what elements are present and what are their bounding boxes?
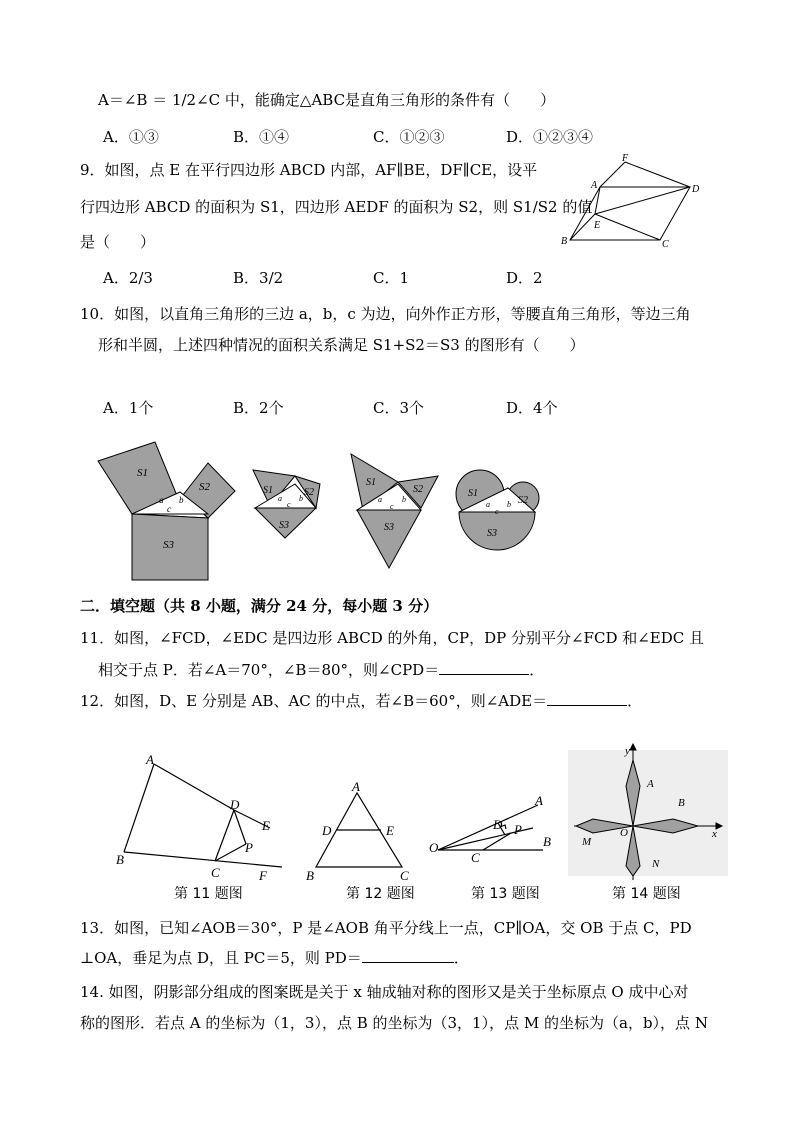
q10-line-1: 10．如图，以直角三角形的三边 a，b，c 为边，向外作正方形，等腰直角三角形，等边三角 (80, 305, 691, 323)
q14-line-1: 14. 如图，阴影部分组成的图案既是关于 x 轴成轴对称的图形又是关于坐标原点 O 成中心对 (80, 983, 689, 1001)
q12-answer-blank[interactable] (547, 691, 627, 706)
fig13-caption: 第 13 题图 (471, 886, 540, 902)
q13-end: ． (453, 949, 469, 967)
q10-fig3-b: b (402, 495, 406, 504)
fig11-label-b: B (116, 852, 124, 867)
fig11-label-c: C (211, 865, 220, 880)
q10-fig2-b: b (299, 494, 303, 503)
fig12-label-c: C (400, 868, 409, 883)
q10-fig4-s3: S3 (487, 528, 497, 539)
q11-answer-blank[interactable] (439, 660, 529, 675)
q9-option-c[interactable]: C．1 (373, 269, 410, 287)
fig13-label-b: B (543, 834, 551, 849)
q10-fig-squares (98, 442, 235, 580)
q12-end: ． (627, 692, 643, 710)
fig14-label-b: B (678, 797, 685, 809)
q9-label-d: D (692, 184, 700, 195)
q9-option-b[interactable]: B．3/2 (233, 269, 284, 287)
fig14-symmetric-pattern (568, 742, 728, 902)
fig12-caption: 第 12 题图 (346, 886, 415, 902)
fig12-label-a: A (352, 779, 360, 794)
q8-option-b[interactable]: B．①④ (233, 128, 290, 146)
q9-label-f: F (622, 153, 629, 164)
q9-options (103, 268, 663, 288)
q10-fig3-a: a (378, 495, 382, 504)
q10-options (103, 398, 663, 418)
q11-line-2 (98, 660, 544, 680)
q9-label-e: E (594, 220, 601, 231)
q11-line-1: 11．如图，∠FCD，∠EDC 是四边形 ABCD 的外角，CP，DP 分别平分∠FCD 和∠EDC 且 (80, 629, 705, 647)
q9-line-1: 9．如图，点 E 在平行四边形 ABCD 内部，AF∥BE，DF∥CE，设平 (80, 161, 538, 179)
q8-option-c[interactable]: C．①②③ (373, 128, 445, 146)
q13-line-2 (80, 948, 469, 968)
q10-fig2-a: a (278, 494, 282, 503)
q10-fig2-s2: S2 (304, 487, 314, 498)
q10-figures (95, 448, 555, 583)
fig14-label-x: x (712, 828, 717, 840)
q11-end: ． (529, 661, 545, 679)
q10-line-2: 形和半圆，上述四种情况的面积关系满足 S1+S2＝S3 的图形有（ ） (98, 336, 585, 354)
section-2-title: 二．填空题（共 8 小题，满分 24 分，每小题 3 分） (80, 597, 439, 615)
fig13-label-o: O (429, 840, 439, 855)
q10-option-b[interactable]: B．2个 (233, 399, 284, 417)
q10-fig1-a: a (159, 495, 164, 505)
q14-line-2: 称的图形．若点 A 的坐标为（1，3），点 B 的坐标为（3，1），点 M 的坐标为（a，b），点 N (80, 1014, 708, 1032)
q10-option-d[interactable]: D．4个 (506, 399, 558, 417)
fig14-caption: 第 14 题图 (612, 886, 681, 902)
q9-line-2: 行四边形 ABCD 的面积为 S1，四边形 AEDF 的面积为 S2，则 S1/S2 的值 (80, 198, 593, 216)
q12-text: 12．如图，D、E 分别是 AB、AC 的中点，若∠B＝60°，则∠ADE＝ (80, 692, 548, 710)
fig12-label-d: D (322, 823, 332, 838)
q12-line-1 (80, 691, 642, 711)
q10-option-c[interactable]: C．3个 (373, 399, 425, 417)
fig11-quadrilateral (112, 752, 292, 902)
q8-option-a[interactable]: A．①③ (103, 128, 159, 146)
q11-text: 相交于点 P．若∠A＝70°，∠B＝80°，则∠CPD＝ (98, 661, 440, 679)
q9-option-d[interactable]: D．2 (506, 269, 543, 287)
q9-parallelogram-figure (560, 152, 720, 252)
fig14-label-m: M (582, 836, 592, 848)
q10-fig1-s3: S3 (163, 539, 174, 551)
q10-fig1-s2: S2 (199, 481, 210, 493)
fig11-label-d: D (230, 797, 240, 812)
q13-text: ⊥OA，垂足为点 D，且 PC＝5，则 PD＝ (80, 949, 362, 967)
q10-fig1-s1: S1 (137, 467, 148, 479)
q10-fig-isosceles (253, 470, 320, 538)
q10-fig1-c: c (167, 504, 171, 514)
q10-fig3-s2: S2 (413, 484, 423, 495)
fig14-label-y: y (625, 745, 630, 757)
q10-fig-semicircles (456, 470, 539, 550)
fig13-label-c: C (471, 850, 480, 865)
q13-line-1: 13．如图，已知∠AOB＝30°，P 是∠AOB 角平分线上一点，CP∥OA，交 OB 于点 C，PD (80, 919, 692, 937)
q10-fig2-c: c (287, 500, 291, 509)
q10-fig1-b: b (179, 495, 184, 505)
fig11-label-a: A (146, 752, 154, 767)
q10-fig2-s3: S3 (279, 520, 289, 531)
fig12-triangle (300, 777, 420, 902)
q10-fig3-s3: S3 (384, 522, 394, 533)
q10-option-a[interactable]: A．1个 (103, 399, 154, 417)
q8-option-d[interactable]: D．①②③④ (506, 128, 594, 146)
q8-line: A＝∠B ＝ 1/2∠C 中，能确定△ABC是直角三角形的条件有（ ） (98, 91, 556, 109)
q10-fig2-s1: S1 (263, 485, 273, 496)
q10-fig4-s1: S1 (468, 488, 478, 499)
q9-line-3: 是（ ） (80, 233, 156, 251)
fig13-angle (425, 795, 565, 902)
q10-fig4-s2: S2 (518, 495, 528, 506)
fig12-label-e: E (386, 823, 394, 838)
fig14-label-a: A (647, 778, 654, 790)
q9-label-b: B (561, 236, 568, 247)
q9-label-c: C (662, 239, 669, 250)
q9-option-a[interactable]: A．2/3 (103, 269, 153, 287)
q10-fig4-a: a (486, 500, 490, 509)
fig13-label-d: D (493, 817, 503, 832)
fig11-label-e: E (262, 818, 270, 833)
q10-fig3-s1: S1 (366, 477, 376, 488)
fig13-label-p: P (514, 822, 522, 837)
fig13-label-a: A (535, 793, 543, 808)
fig11-label-p: P (245, 840, 253, 855)
q10-fig3-c: c (390, 502, 394, 511)
fig12-label-b: B (306, 868, 314, 883)
q10-fig-equilateral (351, 454, 438, 568)
q8-options (103, 127, 663, 147)
q10-fig4-b: b (507, 500, 511, 509)
fig11-label-f: F (259, 868, 267, 883)
q10-fig4-c: c (495, 507, 499, 516)
q9-label-a: A (591, 180, 598, 191)
q13-answer-blank[interactable] (362, 948, 454, 963)
fig11-caption: 第 11 题图 (174, 886, 243, 902)
fig14-label-n: N (652, 858, 660, 870)
fig14-label-o: O (620, 827, 628, 839)
